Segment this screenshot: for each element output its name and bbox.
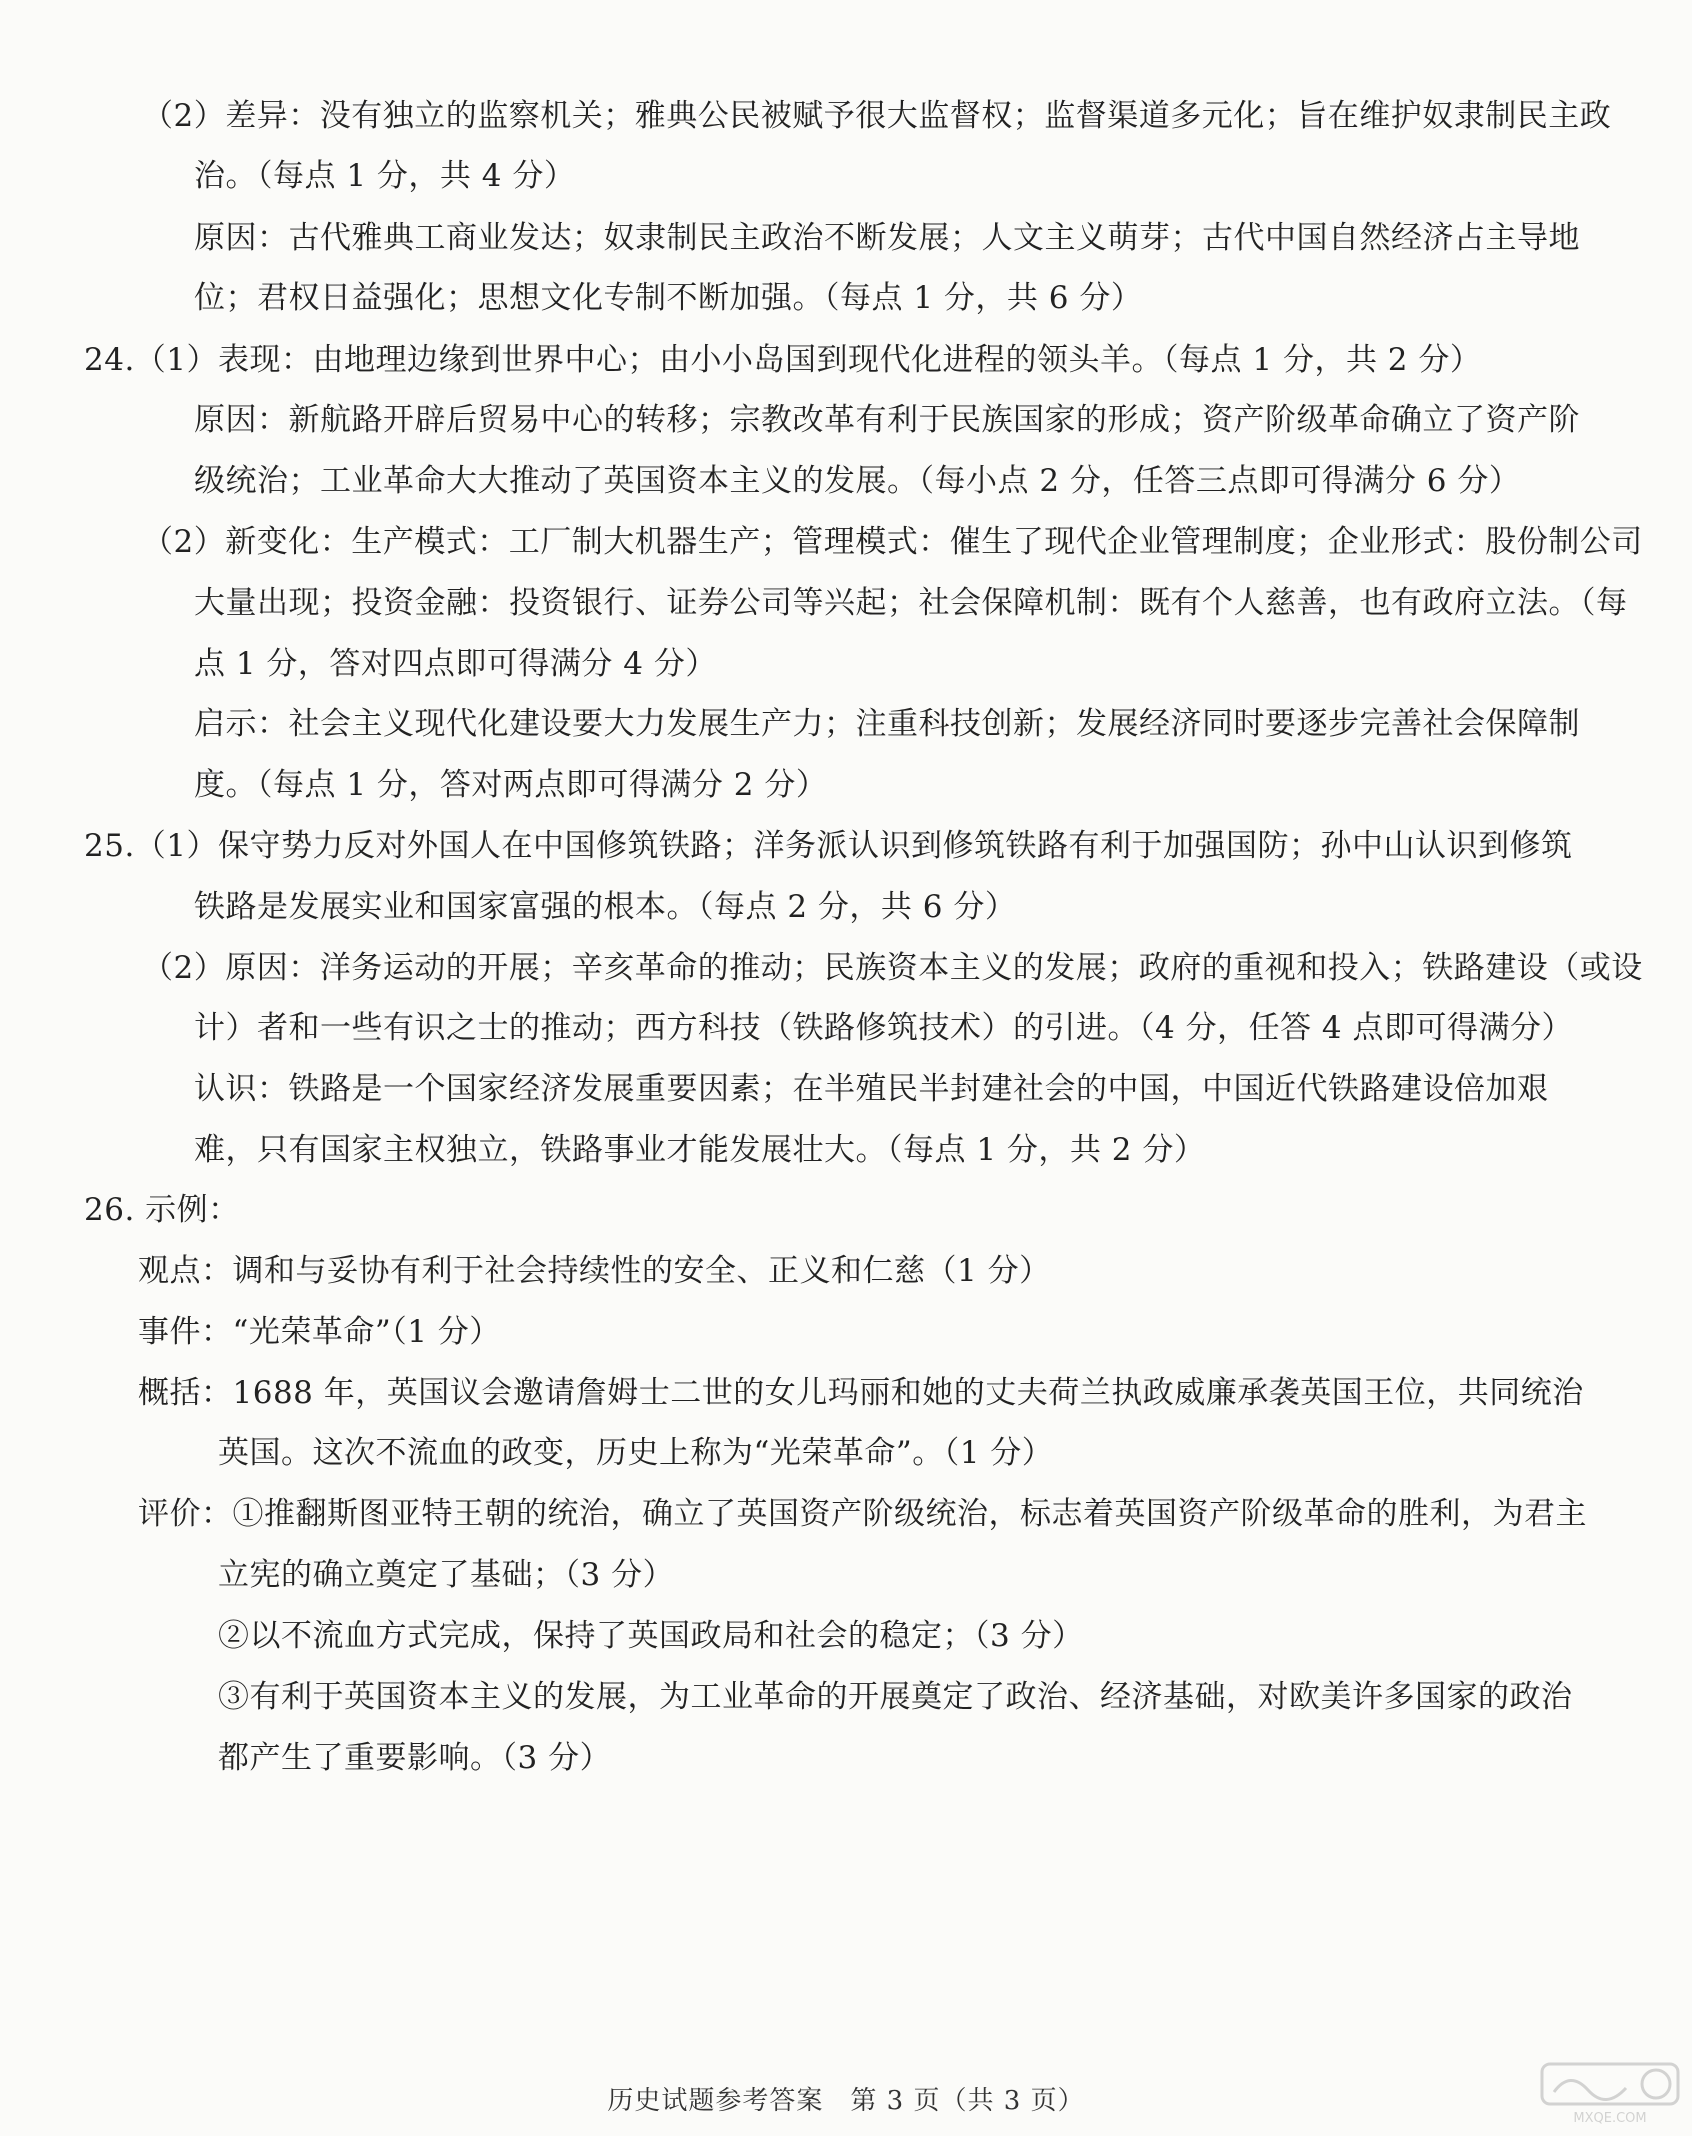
text-line: 级统治；工业革命大大推动了英国资本主义的发展。（每小点 2 分，任答三点即可得满分 6 分） bbox=[194, 463, 1521, 499]
text-line: 认识：铁路是一个国家经济发展重要因素；在半殖民半封建社会的中国，中国近代铁路建设倍加艰 bbox=[194, 1071, 1549, 1107]
text-line: 观点：调和与妥协有利于社会持续性的安全、正义和仁慈（1 分） bbox=[138, 1253, 1051, 1289]
text-line: 概括：1688 年，英国议会邀请詹姆士二世的女儿玛丽和她的丈夫荷兰执政威廉承袭英国王位，共同统治 bbox=[138, 1375, 1584, 1411]
text-line: 原因：古代雅典工商业发达；奴隶制民主政治不断发展；人文主义萌芽；古代中国自然经济占主导地 bbox=[194, 220, 1580, 256]
text-line: ③有利于英国资本主义的发展，为工业革命的开展奠定了政治、经济基础，对欧美许多国家的政治 bbox=[218, 1679, 1573, 1715]
text-line: 都产生了重要影响。（3 分） bbox=[218, 1740, 612, 1776]
text-line: 点 1 分，答对四点即可得满分 4 分） bbox=[194, 646, 717, 682]
text-line: 立宪的确立奠定了基础；（3 分） bbox=[218, 1557, 675, 1593]
text-line: 启示：社会主义现代化建设要大力发展生产力；注重科技创新；发展经济同时要逐步完善社会保障制 bbox=[194, 706, 1580, 742]
text-line: ②以不流血方式完成，保持了英国政局和社会的稳定；（3 分） bbox=[218, 1618, 1084, 1654]
text-line: 计）者和一些有识之士的推动；西方科技（铁路修筑技术）的引进。（4 分，任答 4 点即可得满分） bbox=[194, 1010, 1574, 1046]
page-footer: 历史试题参考答案 第 3 页（共 3 页） bbox=[607, 2086, 1085, 2116]
text-line: 难，只有国家主权独立，铁路事业才能发展壮大。（每点 1 分，共 2 分） bbox=[194, 1132, 1206, 1168]
text-line: 评价：①推翻斯图亚特王朝的统治，确立了英国资产阶级统治，标志着英国资产阶级革命的胜利，为君主 bbox=[138, 1496, 1587, 1532]
text-line: 原因：新航路开辟后贸易中心的转移；宗教改革有利于民族国家的形成；资产阶级革命确立了资产阶 bbox=[194, 402, 1580, 438]
text-line: （2）新变化：生产模式：工厂制大机器生产；管理模式：催生了现代企业管理制度；企业形式：股份制公司 bbox=[142, 524, 1643, 560]
text-line: 事件：“光荣革命”（1 分） bbox=[138, 1314, 501, 1350]
text-line: 26. 示例： bbox=[84, 1192, 240, 1228]
text-line: 位；君权日益强化；思想文化专制不断加强。（每点 1 分，共 6 分） bbox=[194, 280, 1143, 316]
text-line: 治。（每点 1 分，共 4 分） bbox=[194, 158, 576, 194]
text-line: 度。（每点 1 分，答对两点即可得满分 2 分） bbox=[194, 767, 828, 803]
text-line: （2）原因：洋务运动的开展；辛亥革命的推动；民族资本主义的发展；政府的重视和投入；铁路建设（或设 bbox=[142, 950, 1643, 986]
text-line: 英国。这次不流血的政变，历史上称为“光荣革命”。（1 分） bbox=[218, 1435, 1054, 1471]
text-line: 25.（1）保守势力反对外国人在中国修筑铁路；洋务派认识到修筑铁路有利于加强国防；孙中山认识到修筑 bbox=[84, 828, 1573, 864]
svg-text:MXQE.COM: MXQE.COM bbox=[1573, 2111, 1647, 2126]
text-line: 大量出现；投资金融：投资银行、证券公司等兴起；社会保障机制：既有个人慈善，也有政府立法。（每 bbox=[194, 585, 1628, 621]
watermark-logo-icon bbox=[1540, 2062, 1680, 2128]
text-line: 24.（1）表现：由地理边缘到世界中心；由小小岛国到现代化进程的领头羊。（每点 1 分，共 2 分） bbox=[84, 342, 1482, 378]
text-line: （2）差异：没有独立的监察机关；雅典公民被赋予很大监督权；监督渠道多元化；旨在维护奴隶制民主政 bbox=[142, 98, 1612, 134]
text-line: 铁路是发展实业和国家富强的根本。（每点 2 分，共 6 分） bbox=[194, 889, 1017, 925]
